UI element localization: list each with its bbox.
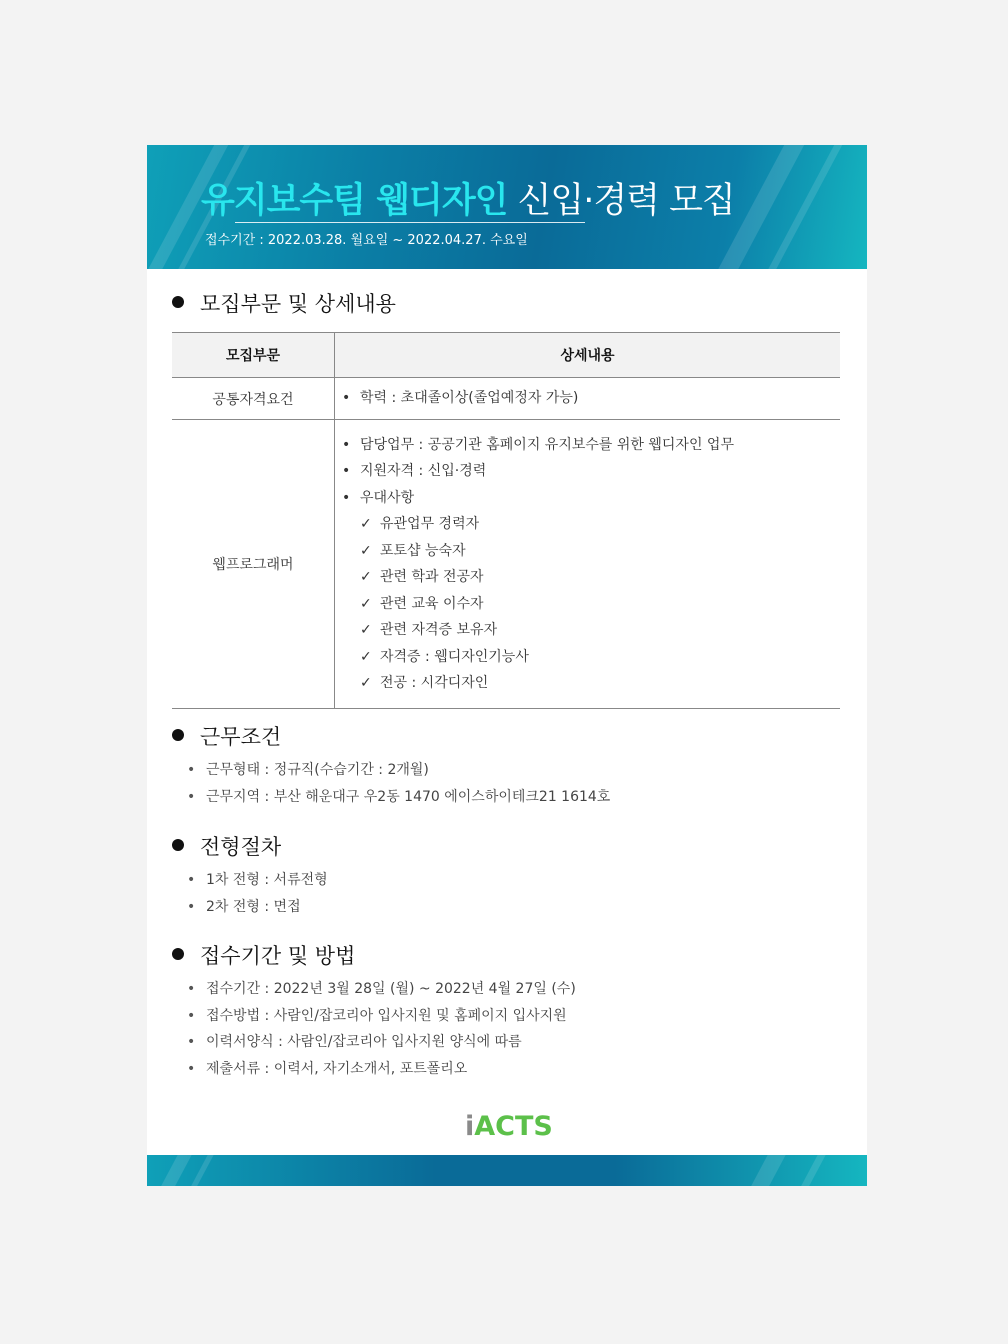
- table-header-row: [172, 333, 840, 378]
- check-item: [360, 538, 839, 565]
- bullet-icon: •: [187, 981, 196, 997]
- bullet-icon: •: [187, 1060, 196, 1077]
- bullet-dot-icon: [172, 948, 184, 960]
- bullet-icon: •: [187, 762, 196, 778]
- check-icon: ✓: [360, 675, 372, 691]
- bullet-icon: •: [342, 463, 351, 479]
- list-item-text: 제출서류 : 이력서, 자기소개서, 포트폴리오: [206, 1060, 468, 1077]
- list-item-text: 학력 : 초대졸이상(졸업예정자 가능): [360, 390, 579, 407]
- check-icon: ✓: [360, 622, 372, 638]
- banner-stripe: [791, 1155, 831, 1186]
- list-item-text: 접수기간 : 2022년 3월 28일 (월) ~ 2022년 4월 27일 (수): [206, 981, 576, 997]
- bullet-icon: •: [187, 898, 196, 915]
- bullet-dot-icon: [172, 729, 184, 741]
- list-item: [187, 784, 610, 811]
- list-item-text: 지원자격 : 신입·경력: [360, 463, 487, 479]
- table-row: [172, 420, 840, 709]
- check-item: [360, 564, 839, 591]
- check-item: [360, 670, 839, 697]
- list-item: [342, 385, 839, 412]
- apply-list: [187, 976, 576, 1082]
- list-item: [187, 757, 610, 784]
- list-item-text: 이력서양식 : 사람인/잡코리아 입사지원 양식에 따름: [206, 1034, 522, 1050]
- banner-stripe: [151, 1155, 197, 1186]
- section-heading-text: 근무조건: [200, 725, 282, 749]
- title-highlight: 유지보수팀 웹디자인: [201, 181, 508, 221]
- table-row: [172, 378, 840, 420]
- bullet-dot-icon: [172, 296, 184, 308]
- list-item: [342, 485, 839, 512]
- check-item-text: 자격증 : 웹디자인기능사: [380, 648, 529, 665]
- header-banner: [147, 145, 867, 269]
- logo-acts: ACTS: [474, 1111, 553, 1142]
- row-detail: [335, 420, 841, 709]
- page-title: [201, 173, 735, 223]
- list-item: [187, 1003, 576, 1030]
- section-heading-text: 전형절차: [200, 835, 282, 859]
- check-icon: ✓: [360, 648, 372, 665]
- check-item: [360, 617, 839, 644]
- list-item-text: 1차 전형 : 서류전형: [206, 872, 328, 888]
- check-item-text: 포토샵 능숙자: [380, 542, 466, 559]
- conditions-list: [187, 757, 610, 810]
- list-item: [187, 1056, 576, 1083]
- bullet-icon: •: [187, 788, 196, 805]
- check-item-text: 관련 자격증 보유자: [380, 622, 498, 638]
- check-icon: ✓: [360, 569, 372, 585]
- check-item: [360, 511, 839, 538]
- section-heading-process: [172, 831, 281, 861]
- header-cell-category: 모집부문: [172, 333, 335, 378]
- check-item-text: 전공 : 시각디자인: [380, 675, 489, 691]
- check-item: [360, 591, 839, 618]
- list-item: [187, 894, 328, 921]
- row-category: 웹프로그래머: [172, 420, 335, 709]
- list-item: [342, 458, 839, 485]
- section-heading-conditions: [172, 721, 281, 751]
- check-item-text: 유관업무 경력자: [380, 516, 480, 532]
- detail-table: [172, 332, 840, 709]
- title-underline: [235, 222, 585, 223]
- banner-stripe: [741, 1155, 791, 1186]
- list-item: [187, 1029, 576, 1056]
- title-rest: 신입·경력 모집: [507, 181, 735, 221]
- list-item-text: 우대사항: [360, 489, 415, 506]
- header-cell-detail: 상세내용: [335, 333, 841, 378]
- list-item-text: 근무지역 : 부산 해운대구 우2동 1470 에이스하이테크21 1614호: [206, 788, 611, 805]
- row-category: 공통자격요건: [172, 378, 335, 420]
- check-item: [360, 644, 839, 671]
- row-detail: [335, 378, 841, 420]
- bullet-icon: •: [187, 1007, 196, 1024]
- section-heading-apply: [172, 940, 355, 970]
- list-item-text: 근무형태 : 정규직(수습기간 : 2개월): [206, 762, 429, 778]
- bullet-icon: •: [342, 489, 351, 506]
- check-icon: ✓: [360, 542, 372, 559]
- logo-i: i: [465, 1111, 475, 1142]
- company-logo: [465, 1111, 553, 1142]
- list-item-text: 담당업무 : 공공기관 홈페이지 유지보수를 위한 웹디자인 업무: [360, 436, 734, 453]
- bullet-icon: •: [187, 872, 196, 888]
- bullet-icon: •: [342, 390, 351, 407]
- application-period: 접수기간 : 2022.03.28. 월요일 ~ 2022.04.27. 수요일: [205, 233, 528, 248]
- process-list: [187, 867, 328, 920]
- check-icon: ✓: [360, 595, 372, 612]
- footer-banner: [147, 1155, 867, 1186]
- check-icon: ✓: [360, 516, 372, 532]
- check-item-text: 관련 교육 이수자: [380, 595, 484, 612]
- list-item: [187, 867, 328, 894]
- list-item-text: 접수방법 : 사람인/잡코리아 입사지원 및 홈페이지 입사지원: [206, 1007, 567, 1024]
- list-item: [342, 432, 839, 459]
- bullet-icon: •: [187, 1034, 196, 1050]
- section-heading-detail: [172, 288, 396, 318]
- list-item-text: 2차 전형 : 면접: [206, 898, 301, 915]
- list-item: [187, 976, 576, 1003]
- bullet-dot-icon: [172, 839, 184, 851]
- section-heading-text: 모집부문 및 상세내용: [200, 292, 396, 316]
- job-posting-card: [147, 145, 867, 1186]
- section-heading-text: 접수기간 및 방법: [200, 944, 356, 968]
- check-item-text: 관련 학과 전공자: [380, 569, 484, 585]
- bullet-icon: •: [342, 436, 351, 453]
